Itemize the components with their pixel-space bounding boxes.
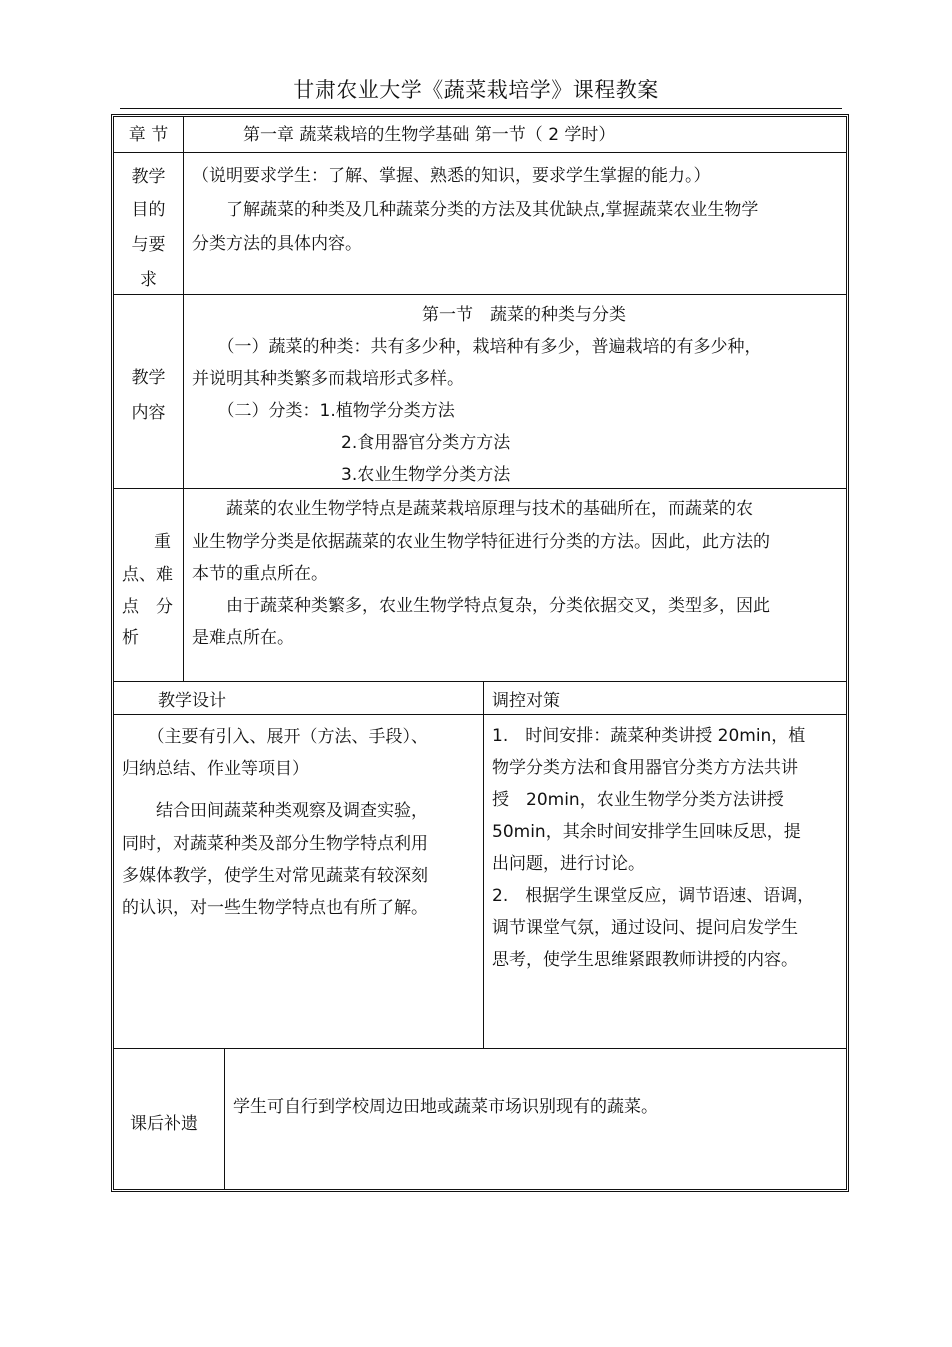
content-label: 教学 bbox=[131, 368, 166, 388]
title-rule bbox=[120, 108, 842, 109]
objectives-label: 与要 bbox=[131, 235, 166, 255]
strategy-text: 1. 时间安排：蔬菜种类讲授 20min，植 bbox=[492, 726, 806, 746]
row-divider bbox=[114, 152, 846, 153]
strategy-text: 2. 根据学生课堂反应，调节语速、语调， bbox=[492, 886, 815, 906]
strategy-text: 50min，其余时间安排学生回味反思，提 bbox=[492, 822, 801, 842]
design-header: 教学设计 bbox=[158, 691, 226, 711]
design-text: 归纳总结、作业等项目） bbox=[122, 759, 309, 779]
content-heading: 第一节 蔬菜的种类与分类 bbox=[422, 305, 626, 325]
objectives-text: （说明要求学生：了解、掌握、熟悉的知识，要求学生掌握的能力。） bbox=[192, 166, 711, 186]
analysis-label: 点 分 bbox=[122, 597, 173, 617]
analysis-label: 点、难 bbox=[122, 565, 173, 585]
content-text: 3.农业生物学分类方法 bbox=[341, 465, 511, 485]
strategy-text: 物学分类方法和食用器官分类方方法共讲 bbox=[492, 758, 798, 778]
column-divider bbox=[183, 117, 184, 681]
objectives-label: 目的 bbox=[131, 200, 166, 220]
design-text: 结合田间蔬菜种类观察及调查实验， bbox=[122, 801, 428, 821]
chapter-value: 第一章 蔬菜栽培的生物学基础 第一节（ 2 学时） bbox=[243, 125, 616, 145]
design-text: 同时，对蔬菜种类及部分生物学特点利用 bbox=[122, 834, 428, 854]
afterclass-text: 学生可自行到学校周边田地或蔬菜市场识别现有的蔬菜。 bbox=[233, 1097, 658, 1117]
objectives-text: 了解蔬菜的种类及几种蔬菜分类的方法及其优缺点,掌握蔬菜农业生物学 bbox=[192, 200, 759, 220]
strategy-text: 授 20min，农业生物学分类方法讲授 bbox=[492, 790, 784, 810]
strategy-text: 出问题，进行讨论。 bbox=[492, 854, 645, 874]
analysis-text: 业生物学分类是依据蔬菜的农业生物学特征进行分类的方法。因此，此方法的 bbox=[192, 532, 770, 552]
column-divider bbox=[483, 681, 484, 1048]
strategy-text: 思考，使学生思维紧跟教师讲授的内容。 bbox=[492, 950, 798, 970]
document-title: 甘肃农业大学《蔬菜栽培学》课程教案 bbox=[293, 78, 659, 102]
content-label: 内容 bbox=[131, 403, 166, 423]
row-divider bbox=[114, 294, 846, 295]
column-divider bbox=[224, 1048, 225, 1189]
objectives-label: 教学 bbox=[131, 167, 166, 187]
analysis-text: 本节的重点所在。 bbox=[192, 564, 328, 584]
objectives-label: 求 bbox=[140, 270, 157, 290]
analysis-text: 蔬菜的农业生物学特点是蔬菜栽培原理与技术的基础所在，而蔬菜的农 bbox=[192, 499, 753, 519]
strategy-header: 调控对策 bbox=[492, 691, 560, 711]
chapter-label: 章 节 bbox=[128, 125, 169, 145]
row-divider bbox=[114, 681, 846, 682]
content-text: 2.食用器官分类方方法 bbox=[341, 433, 511, 453]
content-text: （一）蔬菜的种类：共有多少种，栽培种有多少，普遍栽培的有多少种， bbox=[192, 337, 762, 357]
analysis-label: 重 bbox=[154, 532, 171, 552]
analysis-text: 由于蔬菜种类繁多，农业生物学特点复杂，分类依据交叉，类型多，因此 bbox=[192, 596, 770, 616]
analysis-label: 析 bbox=[122, 628, 139, 648]
design-text: 多媒体教学，使学生对常见蔬菜有较深刻 bbox=[122, 866, 428, 886]
content-text: 并说明其种类繁多而栽培形式多样。 bbox=[192, 369, 464, 389]
analysis-text: 是难点所在。 bbox=[192, 628, 294, 648]
design-text: 的认识，对一些生物学特点也有所了解。 bbox=[122, 898, 428, 918]
strategy-text: 调节课堂气氛，通过设问、提问启发学生 bbox=[492, 918, 798, 938]
afterclass-label: 课后补遗 bbox=[130, 1114, 198, 1134]
objectives-text: 分类方法的具体内容。 bbox=[192, 234, 362, 254]
content-text: （二）分类：1.植物学分类方法 bbox=[192, 401, 455, 421]
design-text: （主要有引入、展开（方法、手段）、 bbox=[122, 727, 428, 747]
